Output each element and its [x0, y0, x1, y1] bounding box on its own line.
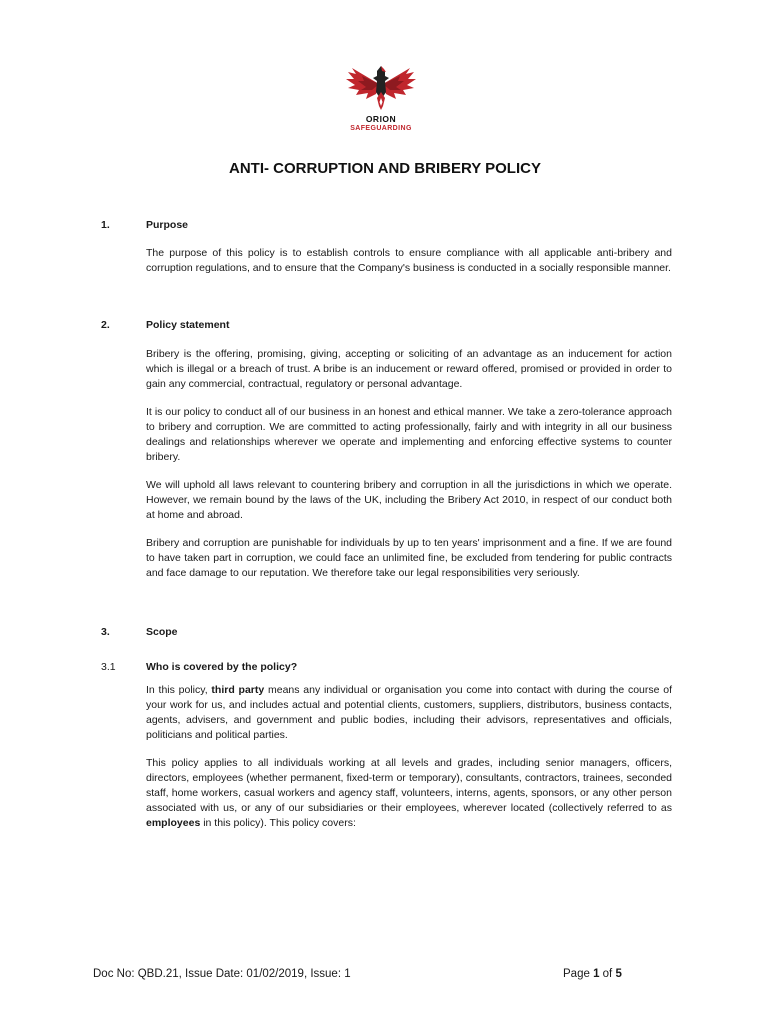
section-3-number: 3. — [101, 626, 110, 638]
scope-p2-text-start: This policy applies to all individuals working at all levels and grades, including senior managers, officers, directors, employees (whether permanent, fixed-term or temporary), consultants, contractors, trainees, seconded staff, home workers, casual workers and agency staff, volunteers, interns, agents, sponsors, or any other person associated with us, or any of our subsidiaries or their employees, wherever located (collectively referred to as — [146, 757, 672, 814]
section-2-heading: Policy statement — [146, 319, 230, 331]
scope-p1-text-start: In this policy, — [146, 684, 212, 696]
policy-paragraph-2: It is our policy to conduct all of our business in an honest and ethical manner. We take a zero-tolerance approach to bribery and corruption. We are committed to acting professionally, fairly and with integrity in all our business dealings and relationships wherever we operate and implementing and enforcing effective systems to counter bribery. — [146, 406, 672, 463]
footer-doc-info: Doc No: QBD.21, Issue Date: 01/02/2019, Issue: 1 — [93, 968, 351, 980]
policy-paragraph-3: We will uphold all laws relevant to countering bribery and corruption in all the jurisdictions in which we operate. However, we remain bound by the laws of the UK, including the Bribery Act 2010, in respect of our conduct both at home and abroad. — [146, 479, 672, 521]
scope-paragraph-2 — [146, 756, 672, 831]
policy-paragraph-1: Bribery is the offering, promising, giving, accepting or soliciting of an advantage as an inducement for action which is illegal or a breach of trust. A bribe is an inducement or reward offered, promised or provided in order to gain any commercial, contractual, regulatory or personal advantage. — [146, 348, 672, 390]
section-3-heading: Scope — [146, 626, 178, 638]
section-3-1-number: 3.1 — [101, 661, 116, 673]
purpose-paragraph: The purpose of this policy is to establish controls to ensure compliance with all applicable anti-bribery and corruption regulations, and to ensure that the Company's business is conducted in a socially responsible manner. — [146, 247, 672, 274]
section-3-1-heading: Who is covered by the policy? — [146, 661, 298, 673]
document-title: ANTI- CORRUPTION AND BRIBERY POLICY — [229, 160, 541, 177]
eagle-emblem-icon — [342, 62, 420, 118]
page-total: 5 — [615, 968, 622, 980]
logo-subtitle: SAFEGUARDING — [350, 125, 412, 132]
section-2-number: 2. — [101, 319, 110, 331]
scope-p1-text-end: means any individual or organisation you come into contact with during the course of your work for us, and includes actual and potential clients, customers, suppliers, distributors, business contacts, agents, advisers, and government and public bodies, including their advisors, representatives and officials, politicians and political parties. — [146, 684, 672, 741]
scope-paragraph-1 — [146, 683, 672, 743]
scope-p2-text-end: in this policy). This policy covers: — [200, 817, 356, 829]
policy-paragraph-4: Bribery and corruption are punishable for individuals by up to ten years' imprisonment and a fine. If we are found to have taken part in corruption, we could face an unlimited fine, be excluded from tendering for public contracts and face damage to our reputation. We therefore take our legal responsibilities very seriously. — [146, 537, 672, 579]
section-1-number: 1. — [101, 219, 110, 231]
logo-name: ORION — [365, 114, 397, 124]
page-current: 1 — [593, 968, 600, 980]
page-of: of — [599, 968, 616, 980]
third-party-term: third party — [211, 684, 265, 696]
page-prefix: Page — [563, 968, 594, 980]
footer-page-number — [563, 968, 622, 980]
employees-term: employees — [146, 817, 201, 829]
section-1-heading: Purpose — [146, 219, 189, 231]
